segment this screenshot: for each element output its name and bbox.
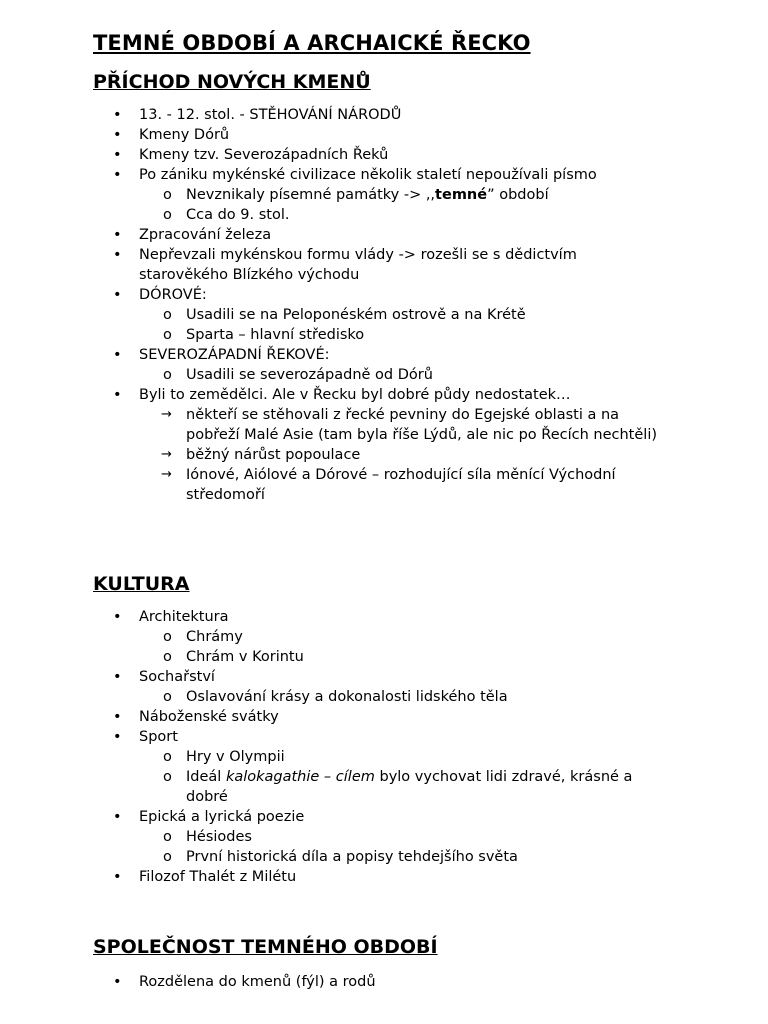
list-subitem: o Sparta – hlavní středisko: [163, 327, 365, 343]
list-item: • Zpracování železa: [113, 227, 272, 243]
sub-marker: o: [163, 307, 172, 323]
arrow-marker: →: [161, 447, 172, 462]
list-subitem: o Cca do 9. stol.: [163, 207, 290, 223]
bullet-marker: •: [113, 974, 122, 990]
section-heading-spolecnost: SPOLEČNOST TEMNÉHO OBDOBÍ: [93, 936, 438, 958]
list-subitem: → někteří se stěhovali z řecké pevniny do Egejské oblasti a na pobřeží Malé Asie (tam byla říše Lýdů, ale nic po Řecích nechtěli): [161, 407, 658, 443]
bullet-marker: •: [113, 227, 122, 243]
list-subitem: o Hry v Olympii: [163, 749, 285, 765]
bullet-marker: •: [113, 287, 122, 303]
list-item: • Sport: [113, 729, 178, 745]
list-subitem: → běžný nárůst popoulace: [161, 447, 361, 463]
sub-marker: o: [163, 769, 172, 785]
list-item: • Nepřevzali mykénskou formu vlády -> rozešli se s dědictvím starověkého Blízkého východu: [113, 247, 577, 283]
list-subitem: o Hésiodes: [163, 829, 252, 845]
list-subitem: o Oslavování krásy a dokonalosti lidského těla: [163, 689, 508, 705]
section-list-kultura: [0, 607, 666, 887]
sub-marker: o: [163, 629, 172, 645]
list-subitem: o První historická díla a popisy tehdejšího světa: [163, 849, 518, 865]
list-item: • Rozdělena do kmenů (fýl) a rodů: [113, 974, 376, 990]
section-list-spolecnost: [0, 972, 639, 992]
list-item: • Byli to zemědělci. Ale v Řecku byl dobré půdy nedostatek…: [113, 387, 571, 403]
list-item: • Kmeny Dórů: [113, 127, 230, 143]
bullet-marker: •: [113, 709, 122, 725]
sub-marker: o: [163, 649, 172, 665]
sub-marker: o: [163, 327, 172, 343]
document-title: TEMNÉ OBDOBÍ A ARCHAICKÉ ŘECKO: [93, 31, 531, 55]
arrow-marker: →: [161, 407, 172, 422]
section-heading-prichod: PŘÍCHOD NOVÝCH KMENŮ: [93, 71, 371, 93]
sub-marker: o: [163, 207, 172, 223]
bullet-marker: •: [113, 107, 122, 123]
arrow-marker: →: [161, 467, 172, 482]
sub-marker: o: [163, 689, 172, 705]
section-heading-kultura: KULTURA: [93, 573, 190, 595]
list-item: • SEVEROZÁPADNÍ ŘEKOVÉ:: [113, 347, 330, 363]
bullet-marker: •: [113, 669, 122, 685]
sub-marker: o: [163, 367, 172, 383]
list-subitem: o Chrámy: [163, 629, 243, 645]
sub-marker: o: [163, 187, 172, 203]
bullet-marker: •: [113, 147, 122, 163]
list-subitem: → Iónové, Aiólové a Dórové – rozhodující síla měnící Východní středomoří: [161, 467, 616, 503]
bullet-marker: •: [113, 347, 122, 363]
list-item: • 13. - 12. stol. - STĚHOVÁNÍ NÁRODŮ: [113, 107, 402, 123]
list-subitem: o Nevznikaly písemné památky -> ,,temné” období: [163, 187, 549, 203]
bullet-marker: •: [113, 609, 122, 625]
list-item: • Sochařství: [113, 669, 215, 685]
list-item: • Architektura: [113, 609, 229, 625]
bullet-marker: •: [113, 167, 122, 183]
list-subitem: o Chrám v Korintu: [163, 649, 304, 665]
list-item: • Filozof Thalét z Milétu: [113, 869, 297, 885]
list-item: • Kmeny tzv. Severozápadních Řeků: [113, 147, 389, 163]
bullet-marker: •: [113, 127, 122, 143]
list-subitem: o Usadili se na Peloponéském ostrově a na Krétě: [163, 307, 526, 323]
section-list-prichod: [0, 105, 666, 505]
bullet-marker: •: [113, 729, 122, 745]
sub-marker: o: [163, 849, 172, 865]
bullet-marker: •: [113, 247, 122, 263]
bullet-marker: •: [113, 387, 122, 403]
list-subitem: o Usadili se severozápadně od Dórů: [163, 367, 433, 383]
sub-marker: o: [163, 829, 172, 845]
sub-marker: o: [163, 749, 172, 765]
list-item: • Po zániku mykénské civilizace několik staletí nepoužívali písmo: [113, 167, 597, 183]
bullet-marker: •: [113, 869, 122, 885]
list-item: • Náboženské svátky: [113, 709, 279, 725]
bullet-marker: •: [113, 809, 122, 825]
list-item: • DÓROVÉ:: [113, 287, 207, 303]
list-item: • Epická a lyrická poezie: [113, 809, 305, 825]
list-subitem: o Ideál kalokagathie – cílem bylo vychovat lidi zdravé, krásné a dobré: [163, 769, 633, 805]
